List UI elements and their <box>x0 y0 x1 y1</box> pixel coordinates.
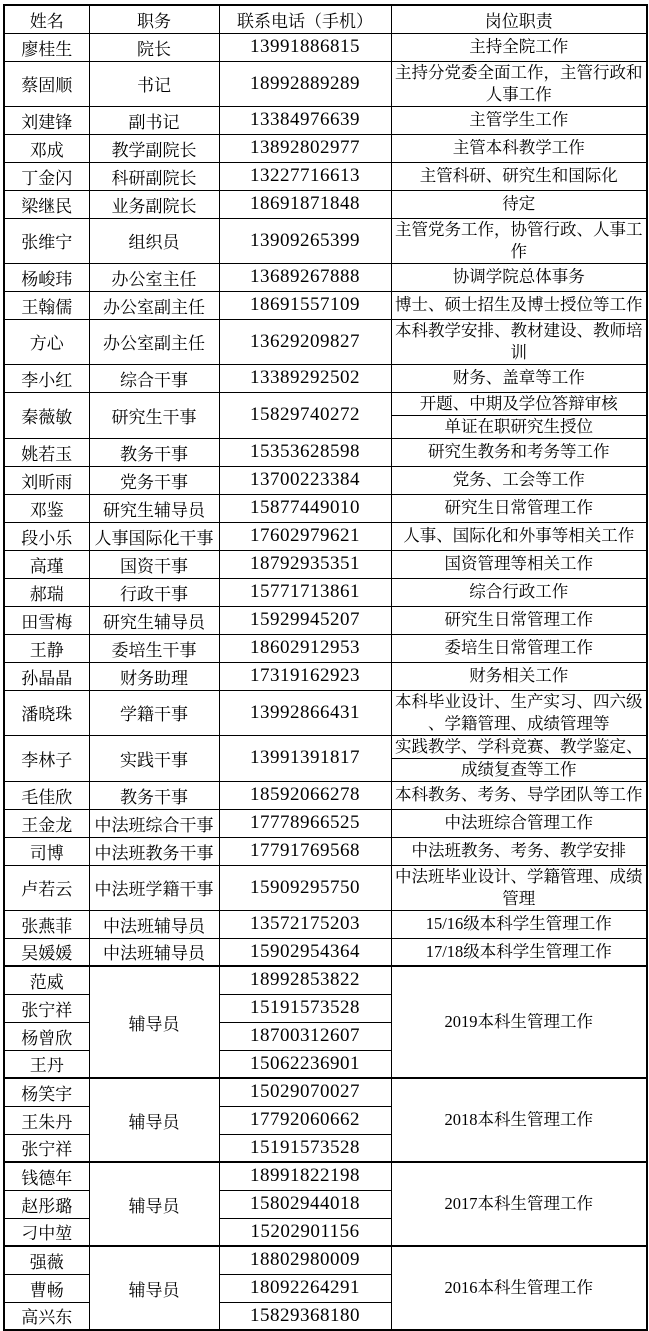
phone-cell: 15062236901 <box>219 1050 391 1078</box>
phone-cell: 15829368180 <box>219 1302 391 1330</box>
duty-cell: 2019本科生管理工作 <box>391 966 647 1078</box>
phone-cell: 18802980009 <box>219 1246 391 1274</box>
title-cell: 辅导员 <box>89 1162 219 1246</box>
table-row <box>4 438 647 466</box>
title-cell: 业务副院长 <box>89 190 219 218</box>
name-cell: 丁金闪 <box>4 162 89 190</box>
duty-cell: 主持全院工作 <box>391 33 647 61</box>
duty-cell: 主管科研、研究生和国际化 <box>391 162 647 190</box>
table-row <box>4 291 647 319</box>
duty-cell: 主管学生工作 <box>391 106 647 134</box>
duty-cell: 本科教学安排、教材建设、教师培训 <box>391 319 647 364</box>
duty-cell: 实践教学、学科竞赛、教学鉴定、 <box>391 735 647 758</box>
title-cell: 辅导员 <box>89 1246 219 1330</box>
phone-cell: 15191573528 <box>219 994 391 1022</box>
phone-cell: 15353628598 <box>219 438 391 466</box>
phone-cell: 13992866431 <box>219 690 391 735</box>
table-row <box>4 218 647 263</box>
name-cell: 刘昕雨 <box>4 466 89 494</box>
phone-cell: 13572175203 <box>219 910 391 938</box>
name-cell: 钱德年 <box>4 1162 89 1190</box>
phone-cell: 18792935351 <box>219 550 391 578</box>
table-row <box>4 606 647 634</box>
phone-cell: 18992889289 <box>219 61 391 106</box>
title-cell: 财务助理 <box>89 662 219 690</box>
title-cell: 委培生干事 <box>89 634 219 662</box>
duty-cell: 研究生日常管理工作 <box>391 494 647 522</box>
phone-cell: 13991391817 <box>219 735 391 781</box>
table-row <box>4 578 647 606</box>
title-cell: 国资干事 <box>89 550 219 578</box>
staff-contact-table <box>3 4 648 1331</box>
table-row <box>4 466 647 494</box>
table-row <box>4 1246 647 1274</box>
title-cell: 党务干事 <box>89 466 219 494</box>
header-title: 职务 <box>89 5 219 33</box>
table-row <box>4 364 647 392</box>
table-row <box>4 392 647 415</box>
table-row <box>4 809 647 837</box>
duty-cell: 2018本科生管理工作 <box>391 1078 647 1162</box>
name-cell: 张宁祥 <box>4 1134 89 1162</box>
title-cell: 中法班学籍干事 <box>89 865 219 910</box>
phone-cell: 17791769568 <box>219 837 391 865</box>
title-cell: 科研副院长 <box>89 162 219 190</box>
duty-cell: 人事、国际化和外事等相关工作 <box>391 522 647 550</box>
phone-cell: 13909265399 <box>219 218 391 263</box>
title-cell: 综合干事 <box>89 364 219 392</box>
duty-cell: 开题、中期及学位答辩审核 <box>391 392 647 415</box>
name-cell: 张燕菲 <box>4 910 89 938</box>
name-cell: 赵彤璐 <box>4 1190 89 1218</box>
phone-cell: 13227716613 <box>219 162 391 190</box>
duty-cell: 中法班教务、考务、教学安排 <box>391 837 647 865</box>
title-cell: 办公室主任 <box>89 263 219 291</box>
duty-cell: 本科毕业设计、生产实习、四六级、学籍管理、成绩管理等 <box>391 690 647 735</box>
table-row <box>4 910 647 938</box>
title-cell: 办公室副主任 <box>89 319 219 364</box>
duty-cell: 本科教务、考务、导学团队等工作 <box>391 781 647 809</box>
duty-cell: 财务、盖章等工作 <box>391 364 647 392</box>
name-cell: 司博 <box>4 837 89 865</box>
title-cell: 研究生辅导员 <box>89 606 219 634</box>
duty-cell: 研究生教务和考务等工作 <box>391 438 647 466</box>
title-cell: 辅导员 <box>89 966 219 1078</box>
name-cell: 强薇 <box>4 1246 89 1274</box>
name-cell: 李小红 <box>4 364 89 392</box>
name-cell: 廖桂生 <box>4 33 89 61</box>
name-cell: 孙晶晶 <box>4 662 89 690</box>
title-cell: 研究生辅导员 <box>89 494 219 522</box>
title-cell: 中法班综合干事 <box>89 809 219 837</box>
name-cell: 王金龙 <box>4 809 89 837</box>
name-cell: 王丹 <box>4 1050 89 1078</box>
name-cell: 范威 <box>4 966 89 994</box>
title-cell: 教务干事 <box>89 438 219 466</box>
name-cell: 段小乐 <box>4 522 89 550</box>
table-row <box>4 494 647 522</box>
title-cell: 人事国际化干事 <box>89 522 219 550</box>
duty-cell: 15/16级本科学生管理工作 <box>391 910 647 938</box>
duty-cell: 协调学院总体事务 <box>391 263 647 291</box>
name-cell: 秦薇敏 <box>4 392 89 438</box>
title-cell: 实践干事 <box>89 735 219 781</box>
name-cell: 邓鉴 <box>4 494 89 522</box>
duty-cell: 17/18级本科学生管理工作 <box>391 938 647 966</box>
table-row <box>4 966 647 994</box>
name-cell: 王翰儒 <box>4 291 89 319</box>
table-row <box>4 522 647 550</box>
table-row <box>4 106 647 134</box>
duty-cell: 单证在职研究生授位 <box>391 415 647 438</box>
name-cell: 杨笑宇 <box>4 1078 89 1106</box>
name-cell: 郝瑞 <box>4 578 89 606</box>
name-cell: 杨峻玮 <box>4 263 89 291</box>
duty-cell: 中法班毕业设计、学籍管理、成绩管理 <box>391 865 647 910</box>
title-cell: 中法班教务干事 <box>89 837 219 865</box>
header-phone: 联系电话（手机） <box>219 5 391 33</box>
phone-cell: 15029070027 <box>219 1078 391 1106</box>
table-row <box>4 938 647 966</box>
duty-cell: 博士、硕士招生及博士授位等工作 <box>391 291 647 319</box>
title-cell: 研究生干事 <box>89 392 219 438</box>
phone-cell: 15829740272 <box>219 392 391 438</box>
duty-cell: 2017本科生管理工作 <box>391 1162 647 1246</box>
duty-cell: 财务相关工作 <box>391 662 647 690</box>
title-cell: 副书记 <box>89 106 219 134</box>
duty-cell: 主管本科教学工作 <box>391 134 647 162</box>
phone-cell: 18691557109 <box>219 291 391 319</box>
name-cell: 王静 <box>4 634 89 662</box>
phone-cell: 18991822198 <box>219 1162 391 1190</box>
duty-cell: 成绩复查等工作 <box>391 758 647 781</box>
title-cell: 辅导员 <box>89 1078 219 1162</box>
header-duty: 岗位职责 <box>391 5 647 33</box>
phone-cell: 13689267888 <box>219 263 391 291</box>
phone-cell: 17602979621 <box>219 522 391 550</box>
table-row <box>4 662 647 690</box>
duty-cell: 中法班综合管理工作 <box>391 809 647 837</box>
title-cell: 教学副院长 <box>89 134 219 162</box>
name-cell: 刁中堃 <box>4 1218 89 1246</box>
name-cell: 张宁祥 <box>4 994 89 1022</box>
phone-cell: 18700312607 <box>219 1022 391 1050</box>
title-cell: 教务干事 <box>89 781 219 809</box>
phone-cell: 17778966525 <box>219 809 391 837</box>
name-cell: 高兴东 <box>4 1302 89 1330</box>
table-row <box>4 61 647 106</box>
phone-cell: 18992853822 <box>219 966 391 994</box>
phone-cell: 18602912953 <box>219 634 391 662</box>
phone-cell: 15877449010 <box>219 494 391 522</box>
name-cell: 吴媛媛 <box>4 938 89 966</box>
name-cell: 邓成 <box>4 134 89 162</box>
name-cell: 李林子 <box>4 735 89 781</box>
title-cell: 学籍干事 <box>89 690 219 735</box>
phone-cell: 13892802977 <box>219 134 391 162</box>
table-row <box>4 1162 647 1190</box>
name-cell: 梁继民 <box>4 190 89 218</box>
duty-cell: 综合行政工作 <box>391 578 647 606</box>
table-row <box>4 319 647 364</box>
title-cell: 行政干事 <box>89 578 219 606</box>
name-cell: 毛佳欣 <box>4 781 89 809</box>
name-cell: 潘晓珠 <box>4 690 89 735</box>
phone-cell: 15191573528 <box>219 1134 391 1162</box>
name-cell: 刘建锋 <box>4 106 89 134</box>
phone-cell: 18092264291 <box>219 1274 391 1302</box>
duty-cell: 党务、工会等工作 <box>391 466 647 494</box>
table-row <box>4 134 647 162</box>
table-row <box>4 550 647 578</box>
name-cell: 田雪梅 <box>4 606 89 634</box>
table-row <box>4 33 647 61</box>
phone-cell: 13629209827 <box>219 319 391 364</box>
name-cell: 杨曾欣 <box>4 1022 89 1050</box>
header-name: 姓名 <box>4 5 89 33</box>
table-row <box>4 837 647 865</box>
phone-cell: 15802944018 <box>219 1190 391 1218</box>
duty-cell: 主持分党委全面工作，主管行政和人事工作 <box>391 61 647 106</box>
title-cell: 院长 <box>89 33 219 61</box>
phone-cell: 13384976639 <box>219 106 391 134</box>
table-row <box>4 190 647 218</box>
table-row <box>4 781 647 809</box>
table-row <box>4 263 647 291</box>
name-cell: 姚若玉 <box>4 438 89 466</box>
phone-cell: 18691871848 <box>219 190 391 218</box>
duty-cell: 委培生日常管理工作 <box>391 634 647 662</box>
name-cell: 高瑾 <box>4 550 89 578</box>
table-row <box>4 1078 647 1106</box>
duty-cell: 待定 <box>391 190 647 218</box>
phone-cell: 15929945207 <box>219 606 391 634</box>
duty-cell: 2016本科生管理工作 <box>391 1246 647 1330</box>
title-cell: 中法班辅导员 <box>89 910 219 938</box>
name-cell: 张维宁 <box>4 218 89 263</box>
title-cell: 办公室副主任 <box>89 291 219 319</box>
name-cell: 王朱丹 <box>4 1106 89 1134</box>
table-row <box>4 865 647 910</box>
duty-cell: 主管党务工作，协管行政、人事工作 <box>391 218 647 263</box>
duty-cell: 研究生日常管理工作 <box>391 606 647 634</box>
phone-cell: 13991886815 <box>219 33 391 61</box>
table-row <box>4 634 647 662</box>
name-cell: 曹畅 <box>4 1274 89 1302</box>
duty-cell: 国资管理等相关工作 <box>391 550 647 578</box>
table-row <box>4 735 647 758</box>
phone-cell: 13700223384 <box>219 466 391 494</box>
phone-cell: 15202901156 <box>219 1218 391 1246</box>
name-cell: 卢若云 <box>4 865 89 910</box>
title-cell: 中法班辅导员 <box>89 938 219 966</box>
table-row <box>4 690 647 735</box>
phone-cell: 17792060662 <box>219 1106 391 1134</box>
phone-cell: 15909295750 <box>219 865 391 910</box>
name-cell: 蔡固顺 <box>4 61 89 106</box>
title-cell: 组织员 <box>89 218 219 263</box>
table-row <box>4 162 647 190</box>
title-cell: 书记 <box>89 61 219 106</box>
phone-cell: 18592066278 <box>219 781 391 809</box>
phone-cell: 13389292502 <box>219 364 391 392</box>
phone-cell: 15771713861 <box>219 578 391 606</box>
phone-cell: 15902954364 <box>219 938 391 966</box>
header-row <box>4 5 647 33</box>
phone-cell: 17319162923 <box>219 662 391 690</box>
name-cell: 方心 <box>4 319 89 364</box>
